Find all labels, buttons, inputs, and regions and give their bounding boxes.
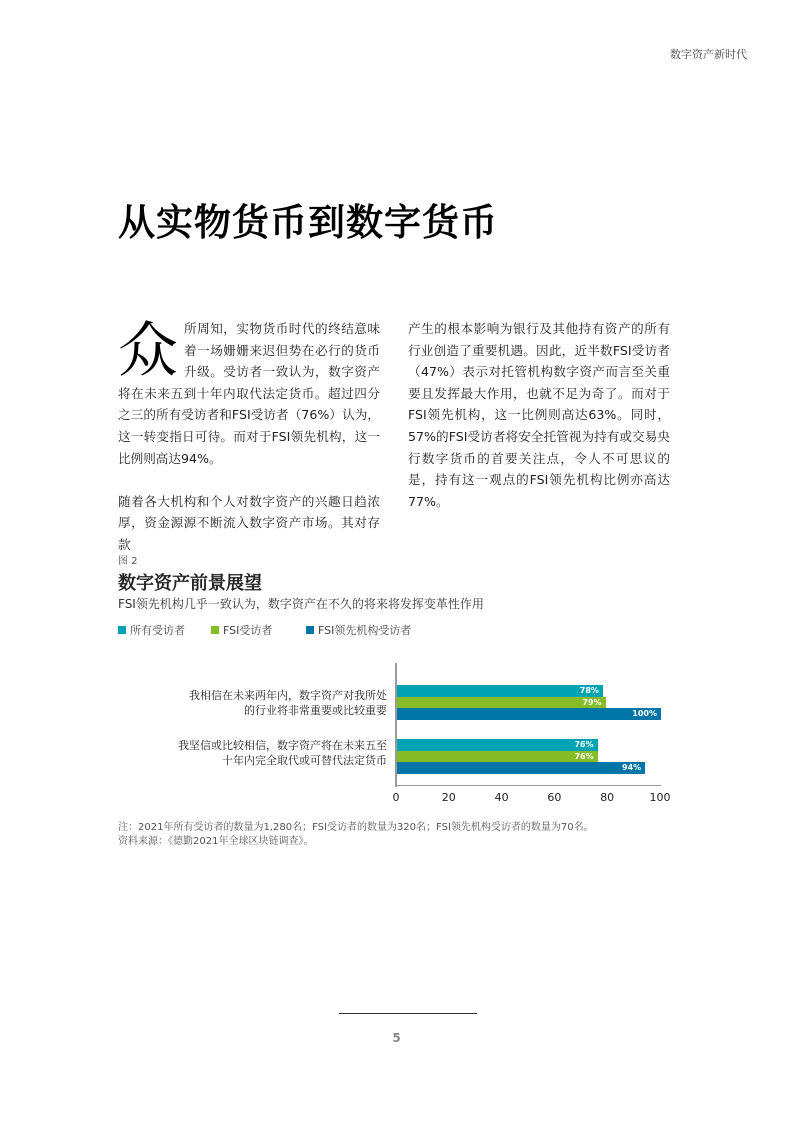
legend-swatch (306, 626, 314, 634)
left-column (118, 318, 380, 577)
legend-item (211, 622, 306, 638)
legend-item (306, 622, 411, 638)
x-tick-label: 60 (547, 791, 562, 804)
bar (397, 739, 598, 751)
source: 资料来源：《德勤2021年全球区块链调查》。 (118, 836, 314, 847)
legend-label: FSI领先机构受访者 (318, 624, 412, 637)
figure-title: 数字资产前景展望 (118, 573, 262, 594)
page-number: 5 (392, 1031, 401, 1045)
category-label: 我相信在未来两年内，数字资产对我所处 的行业将非常重要或比较重要 (189, 689, 387, 717)
x-tick-label: 100 (649, 791, 671, 804)
bar-value-label: 100% (632, 709, 657, 718)
bar (397, 708, 661, 720)
footer-rule (339, 1013, 477, 1014)
x-axis-line (395, 785, 661, 786)
x-tick-label: 20 (441, 791, 456, 804)
bar-value-label: 76% (574, 740, 594, 749)
bar (397, 751, 598, 763)
paragraph: 随着各大机构和个人对数字资产的兴趣日趋浓厚，资金源源不断流入数字资产市场。其对存款 (118, 493, 380, 552)
legend-swatch (211, 626, 219, 634)
figure-subtitle: FSI领先机构几乎一致认为，数字资产在不久的将来将发挥变革性作用 (118, 597, 484, 611)
chart-legend (118, 622, 411, 638)
bar-value-label: 76% (574, 751, 594, 761)
legend-swatch (118, 626, 126, 634)
x-tick-label: 80 (600, 791, 615, 804)
paragraph: 所周知，实物货币时代的终结意味着一场姗姗来迟但势在必行的货币升级。受访者一致认为，数字资产将在未来五到十年内取代法定货币。超过四分之三的所有受访者和FSI受访者（76%）认为，这一转变指日可待。而对于FSI领先机构，这一比例则高达94%。 (118, 321, 380, 466)
x-tick-label: 40 (494, 791, 509, 804)
category-label: 我坚信或比较相信，数字资产将在未来五至 十年内完全取代或可替代法定货币 (178, 739, 387, 767)
right-column (408, 318, 670, 534)
legend-label: 所有受访者 (130, 624, 185, 637)
bar-value-label: 79% (582, 697, 602, 707)
running-header: 数字资产新时代 (670, 48, 747, 61)
note: 注：2021年所有受访者的数量为1,280名；FSI受访者的数量为320名；FSI领先机构受访者的数量为70名。 (118, 822, 594, 833)
legend-item (118, 622, 211, 638)
bar (397, 762, 645, 774)
y-axis-line (395, 663, 397, 787)
drop-cap: 众 (118, 316, 178, 386)
paragraph: 产生的根本影响为银行及其他持有资产的所有行业创造了重要机遇。因此，近半数FSI受访者（47%）表示对托管机构数字资产而言至关重要且发挥最大作用，也就不足为奇了。而对于FSI领先机构，这一比例则高达63%。同时， 57%的FSI受访者将安全托管视为持有或交易央行数字货币的首要关注点，令人不可思议的是，持有这一观点的FSI领先机构比例亦高达77%。 (408, 321, 670, 509)
figure-notes (118, 821, 594, 849)
bar (397, 685, 603, 697)
bar (397, 697, 606, 709)
legend-label: FSI受访者 (223, 624, 273, 637)
x-tick-label: 0 (392, 791, 400, 804)
bar-value-label: 94% (622, 763, 642, 772)
figure-label: 图 2 (118, 556, 138, 567)
page-title: 从实物货币到数字货币 (118, 201, 498, 244)
bar-value-label: 78% (579, 686, 599, 695)
